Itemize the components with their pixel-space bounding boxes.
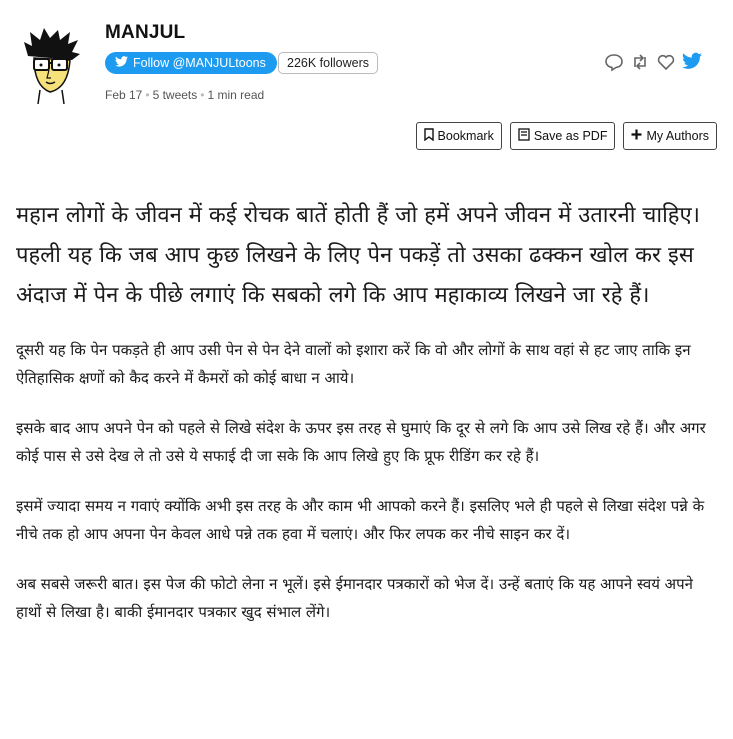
save-pdf-button[interactable] [510, 122, 616, 150]
thread-meta [105, 88, 264, 102]
twitter-bird-icon[interactable] [682, 52, 702, 72]
thread-toolbar [416, 122, 717, 150]
thread-tweet: इसमें ज्यादा समय न गवाएं क्योंकि अभी इस तरह के और काम भी आपको करने हैं। इसलिए भले ही पहले से लिखा संदेश पन्ने के नीचे तक हो आप अपना पेन केवल आधे पन्ने तक हवा में चलाएं। और फिर लपक कर नीचे साइन कर दें। [16, 497, 705, 543]
meta-separator: • [145, 88, 150, 102]
follow-button[interactable] [105, 52, 277, 74]
thread-date: Feb 17 [105, 88, 143, 102]
my-authors-label: My Authors [646, 129, 709, 143]
twitter-bird-icon [115, 56, 128, 70]
save-pdf-label: Save as PDF [533, 129, 608, 143]
author-avatar[interactable] [22, 28, 82, 104]
tweet-count: 5 tweets [152, 88, 198, 102]
bookmark-label: Bookmark [437, 129, 494, 143]
plus-icon [631, 129, 642, 143]
thread-header [0, 0, 733, 120]
follow-button-label: Follow @MANJULtoons [133, 56, 266, 70]
thread-content [16, 196, 716, 648]
followers-count[interactable]: 226K followers [278, 52, 378, 74]
thread-tweet: अब सबसे जरूरी बात। इस पेज की फोटो लेना न भूलें। इसे ईमानदार पत्रकारों को भेज दें। उन्हें बताएं कि यह आपने स्वयं अपने हाथों से लिखा है। बाकी ईमानदार पत्रकार खुद संभाल लेंगे। [16, 575, 693, 621]
like-icon[interactable] [656, 52, 676, 72]
tweet-actions [604, 52, 702, 72]
thread-tweet: इसके बाद आप अपने पेन को पहले से लिखे संदेश के ऊपर इस तरह से घुमाएं कि दूर से लगे कि आप उसे लिख रहे हैं। और अगर कोई पास से उसे देख ले तो उसे ये सफाई दी जा सके कि आप लिखे हुए कि प्रूफ रीडिंग कर रहे हैं। [16, 419, 706, 465]
retweet-icon[interactable] [630, 52, 650, 72]
meta-separator: • [200, 88, 205, 102]
reply-icon[interactable] [604, 52, 624, 72]
thread-tweet: दूसरी यह कि पेन पकड़ते ही आप उसी पेन से पेन देने वालों को इशारा करें कि वो और लोगों के साथ वहां से हट जाए ताकि इन ऐतिहासिक क्षणों को कैद करने में कैमरों को कोई बाधा न आये। [16, 341, 691, 387]
author-name[interactable]: MANJUL [105, 22, 186, 43]
read-time: 1 min read [207, 88, 265, 102]
pdf-icon [518, 128, 530, 144]
thread-lead-tweet: महान लोगों के जीवन में कई रोचक बातें होती हैं जो हमें अपने जीवन में उतारनी चाहिए। पहली यह कि जब आप कुछ लिखने के लिए पेन पकड़ें तो उसका ढक्कन खोल कर इस अंदाज में पेन के पीछे लगाएं कि सबको लगे कि आप महाकाव्य लिखने जा रहे हैं। [16, 203, 700, 308]
my-authors-button[interactable] [623, 122, 717, 150]
bookmark-icon [424, 128, 434, 144]
bookmark-button[interactable] [416, 122, 502, 150]
